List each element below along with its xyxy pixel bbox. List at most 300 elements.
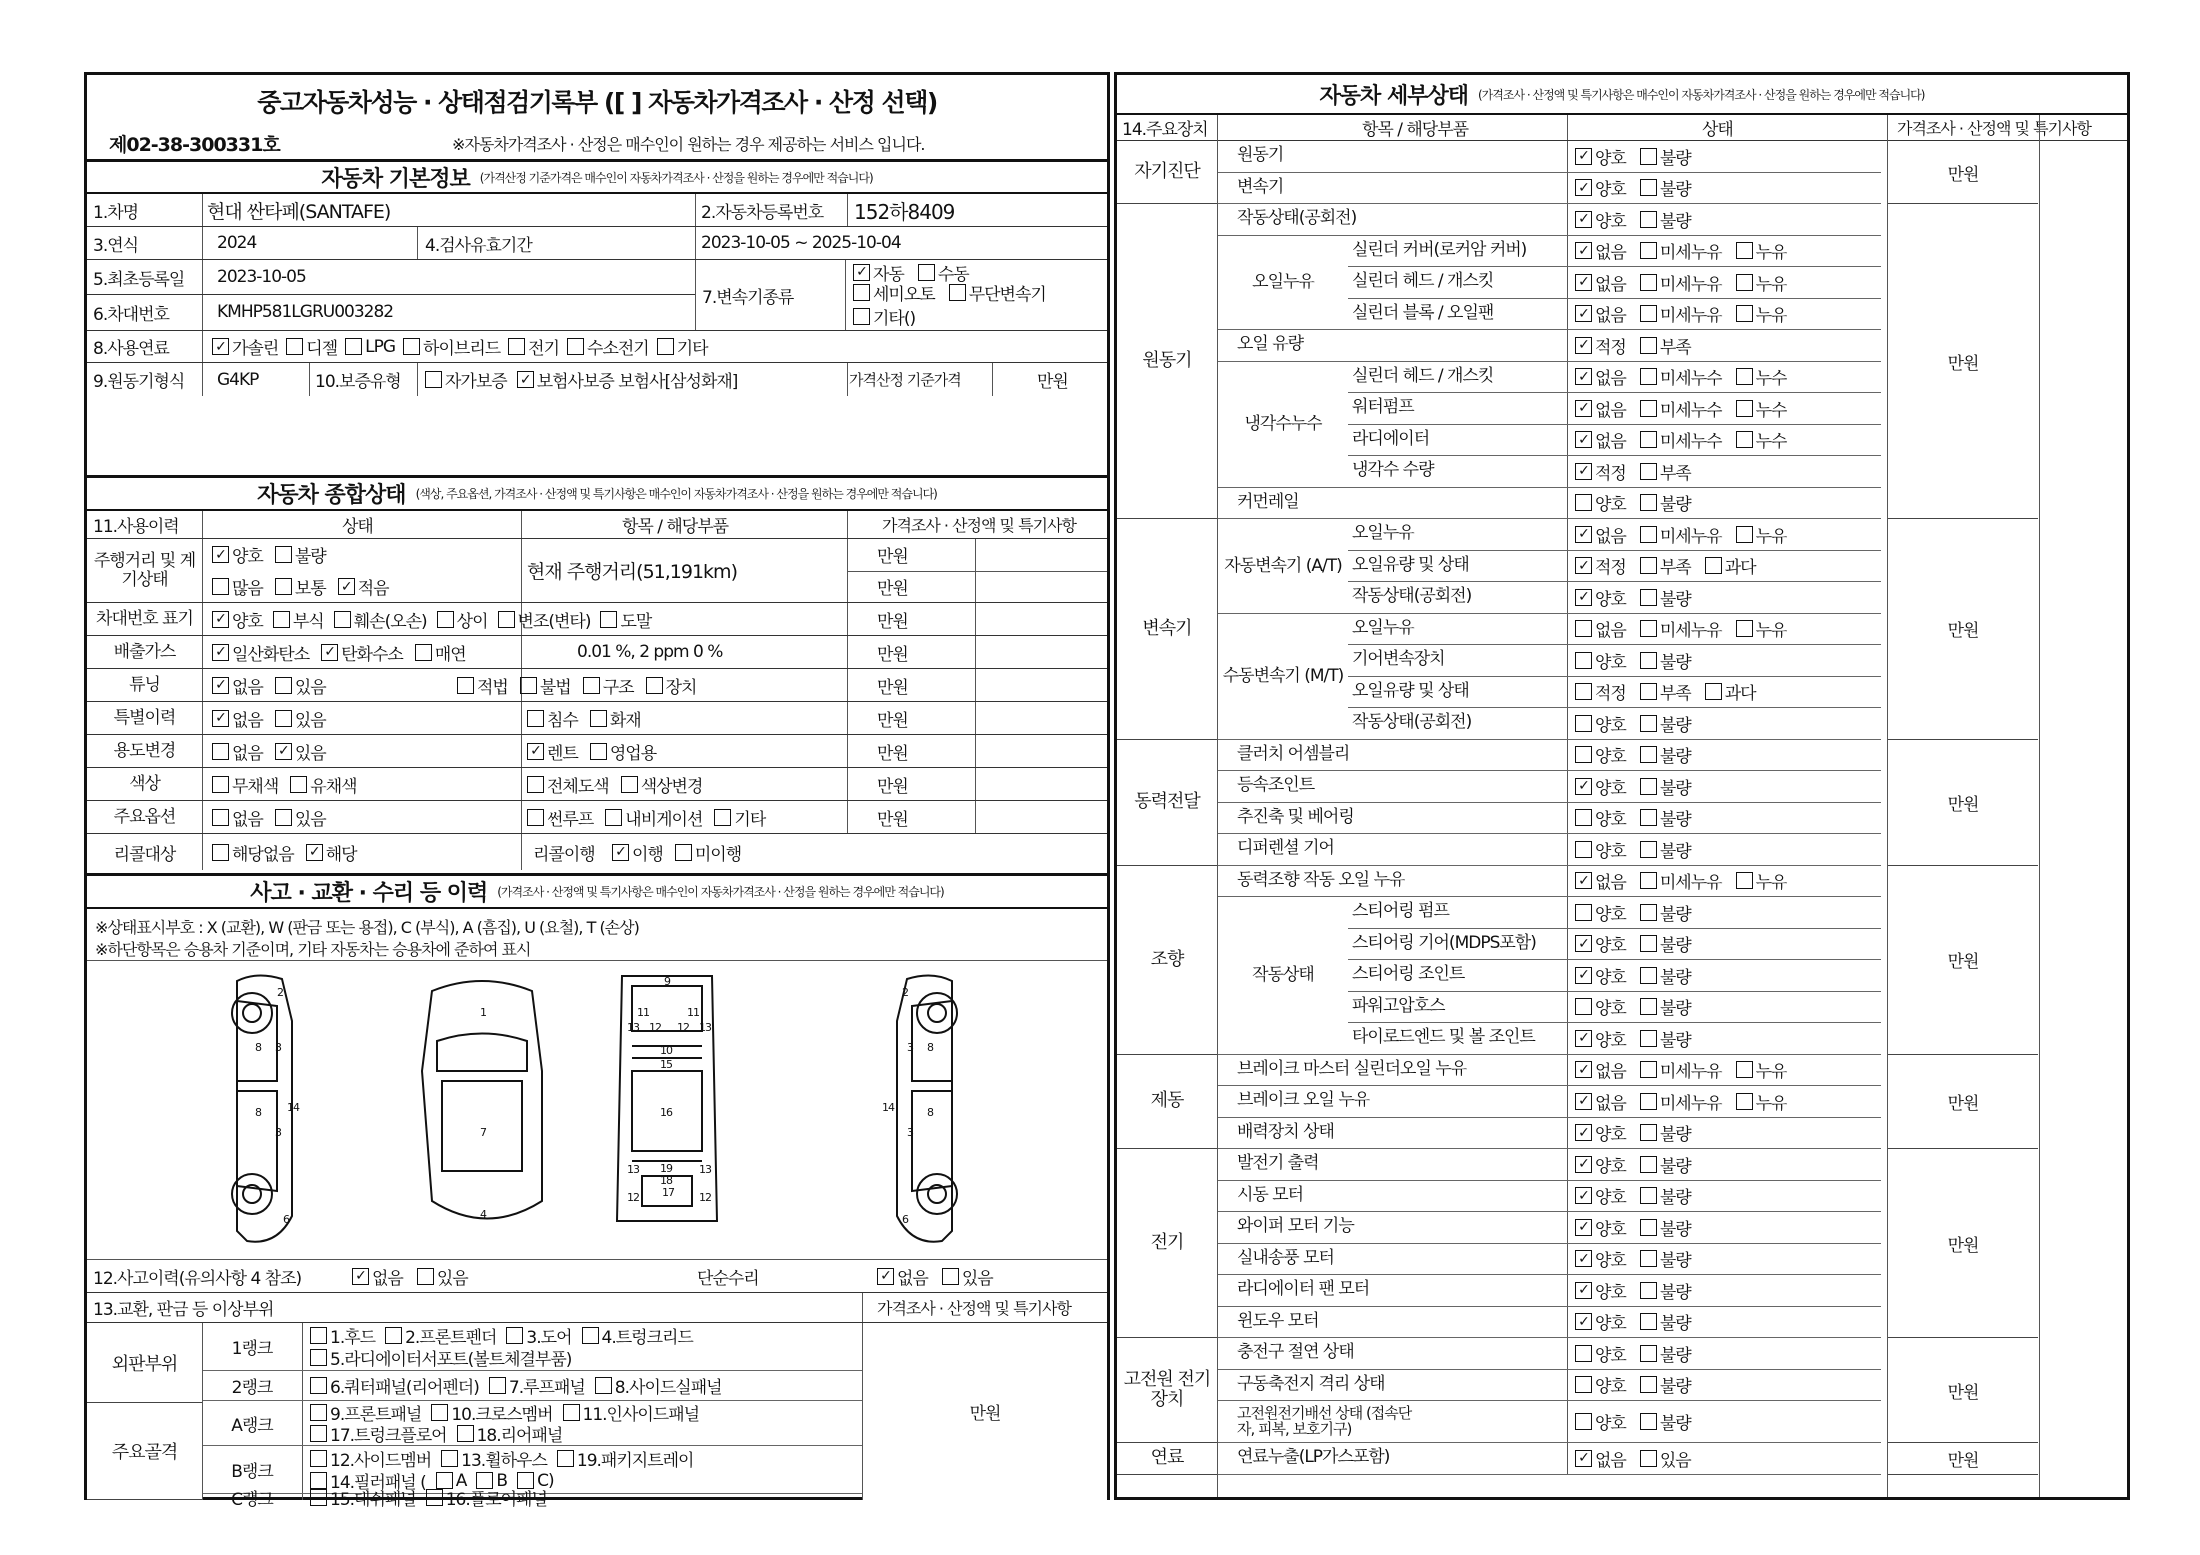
checkbox-option[interactable] xyxy=(1640,1215,1691,1240)
checkbox[interactable] xyxy=(1640,904,1657,921)
checkbox[interactable] xyxy=(527,743,544,760)
checkbox-option[interactable] xyxy=(1575,522,1626,547)
checkbox[interactable] xyxy=(1575,1376,1592,1393)
checkbox[interactable] xyxy=(310,1349,327,1366)
checkbox[interactable] xyxy=(306,844,323,861)
checkbox-option[interactable] xyxy=(1640,900,1691,925)
checkbox-option[interactable] xyxy=(612,840,663,865)
checkbox-option[interactable] xyxy=(1640,1372,1691,1397)
checkbox[interactable] xyxy=(1575,305,1592,322)
checkbox[interactable] xyxy=(1575,715,1592,732)
checkbox-option[interactable] xyxy=(1575,1409,1626,1434)
checkbox-option[interactable] xyxy=(1575,742,1626,767)
checkbox[interactable] xyxy=(1575,179,1592,196)
checkbox-option[interactable] xyxy=(1575,711,1626,736)
checkbox-option[interactable] xyxy=(1640,144,1691,169)
checkbox[interactable] xyxy=(1575,1313,1592,1330)
checkbox[interactable] xyxy=(385,1327,402,1344)
checkbox[interactable] xyxy=(1575,1156,1592,1173)
checkbox[interactable] xyxy=(1640,652,1657,669)
checkbox[interactable] xyxy=(212,844,229,861)
checkbox[interactable] xyxy=(1640,179,1657,196)
checkbox-option[interactable] xyxy=(1640,1278,1691,1303)
checkbox-option[interactable] xyxy=(1575,648,1626,673)
checkbox-option[interactable] xyxy=(583,673,634,698)
checkbox[interactable] xyxy=(1575,242,1592,259)
checkbox[interactable] xyxy=(1640,1030,1657,1047)
checkbox-option[interactable] xyxy=(1640,1089,1722,1114)
checkbox[interactable] xyxy=(1736,242,1753,259)
checkbox[interactable] xyxy=(1575,778,1592,795)
checkbox-option[interactable] xyxy=(1575,1215,1626,1240)
checkbox-option[interactable] xyxy=(1640,301,1722,326)
checkbox[interactable] xyxy=(1640,809,1657,826)
checkbox-option[interactable] xyxy=(457,673,508,698)
checkbox-option[interactable] xyxy=(714,805,765,830)
checkbox-option[interactable] xyxy=(338,574,389,599)
checkbox[interactable] xyxy=(517,371,534,388)
checkbox-option[interactable] xyxy=(1640,931,1691,956)
checkbox-option[interactable] xyxy=(1640,963,1691,988)
checkbox-option[interactable] xyxy=(1640,459,1691,484)
checkbox[interactable] xyxy=(1640,872,1657,889)
checkbox-option[interactable] xyxy=(1640,1152,1691,1177)
checkbox[interactable] xyxy=(1575,1219,1592,1236)
checkbox[interactable] xyxy=(1640,746,1657,763)
checkbox-option[interactable] xyxy=(1736,427,1787,452)
checkbox[interactable] xyxy=(590,710,607,727)
checkbox-option[interactable] xyxy=(1736,1057,1787,1082)
checkbox[interactable] xyxy=(1575,274,1592,291)
checkbox[interactable] xyxy=(273,611,290,628)
checkbox[interactable] xyxy=(275,710,292,727)
checkbox-option[interactable] xyxy=(1736,364,1787,389)
checkbox[interactable] xyxy=(1640,1282,1657,1299)
checkbox[interactable] xyxy=(506,1327,523,1344)
checkbox[interactable] xyxy=(1640,337,1657,354)
checkbox-option[interactable] xyxy=(1575,553,1626,578)
checkbox-option[interactable] xyxy=(1736,522,1787,547)
checkbox[interactable] xyxy=(1575,1093,1592,1110)
checkbox-option[interactable] xyxy=(1640,553,1691,578)
checkbox[interactable] xyxy=(1575,1030,1592,1047)
checkbox-option[interactable] xyxy=(1736,396,1787,421)
checkbox-option[interactable] xyxy=(1640,711,1691,736)
checkbox-option[interactable] xyxy=(527,739,578,764)
checkbox[interactable] xyxy=(590,743,607,760)
checkbox[interactable] xyxy=(646,677,663,694)
checkbox[interactable] xyxy=(1575,935,1592,952)
checkbox-option[interactable] xyxy=(1640,1246,1691,1271)
checkbox-option[interactable] xyxy=(1575,1152,1626,1177)
checkbox[interactable] xyxy=(275,743,292,760)
checkbox[interactable] xyxy=(212,743,229,760)
checkbox-option[interactable] xyxy=(1736,868,1787,893)
checkbox-option[interactable] xyxy=(212,673,263,698)
checkbox[interactable] xyxy=(1575,1061,1592,1078)
checkbox-option[interactable] xyxy=(1575,144,1626,169)
checkbox-option[interactable] xyxy=(1575,238,1626,263)
checkbox[interactable] xyxy=(583,677,600,694)
checkbox[interactable] xyxy=(1575,1250,1592,1267)
checkbox[interactable] xyxy=(1575,620,1592,637)
checkbox-option[interactable] xyxy=(321,640,403,665)
checkbox-option[interactable] xyxy=(212,706,263,731)
checkbox[interactable] xyxy=(877,1268,894,1285)
checkbox-option[interactable] xyxy=(527,772,609,797)
checkbox[interactable] xyxy=(657,338,674,355)
checkbox[interactable] xyxy=(1736,620,1753,637)
checkbox-option[interactable] xyxy=(352,1264,403,1289)
checkbox[interactable] xyxy=(1575,746,1592,763)
checkbox[interactable] xyxy=(1736,368,1753,385)
checkbox[interactable] xyxy=(1640,1156,1657,1173)
checkbox-option[interactable] xyxy=(1640,837,1691,862)
checkbox-option[interactable] xyxy=(1575,1120,1626,1145)
checkbox[interactable] xyxy=(1640,274,1657,291)
checkbox-option[interactable] xyxy=(595,1373,722,1398)
checkbox-option[interactable] xyxy=(1640,742,1691,767)
checkbox[interactable] xyxy=(1736,431,1753,448)
checkbox[interactable] xyxy=(1640,431,1657,448)
checkbox[interactable] xyxy=(1640,715,1657,732)
checkbox[interactable] xyxy=(212,611,229,628)
checkbox[interactable] xyxy=(527,710,544,727)
checkbox[interactable] xyxy=(1640,683,1657,700)
checkbox-option[interactable] xyxy=(1640,1409,1691,1434)
checkbox[interactable] xyxy=(310,1489,327,1506)
checkbox-option[interactable] xyxy=(1575,333,1626,358)
checkbox-option[interactable] xyxy=(212,739,263,764)
checkbox-option[interactable] xyxy=(426,1485,547,1510)
checkbox[interactable] xyxy=(1575,1345,1592,1362)
checkbox[interactable] xyxy=(1640,1093,1657,1110)
checkbox[interactable] xyxy=(1640,1450,1657,1467)
checkbox-option[interactable] xyxy=(1640,270,1722,295)
checkbox[interactable] xyxy=(1736,274,1753,291)
checkbox[interactable] xyxy=(212,809,229,826)
checkbox-option[interactable] xyxy=(489,1373,585,1398)
checkbox[interactable] xyxy=(1575,1282,1592,1299)
checkbox[interactable] xyxy=(1640,557,1657,574)
checkbox-option[interactable] xyxy=(657,334,708,359)
checkbox[interactable] xyxy=(1640,463,1657,480)
checkbox[interactable] xyxy=(334,611,351,628)
checkbox[interactable] xyxy=(1575,431,1592,448)
checkbox-option[interactable] xyxy=(949,280,1046,305)
checkbox-option[interactable] xyxy=(275,574,326,599)
checkbox[interactable] xyxy=(1575,526,1592,543)
checkbox-option[interactable] xyxy=(600,607,651,632)
checkbox[interactable] xyxy=(345,338,362,355)
checkbox-option[interactable] xyxy=(1705,679,1756,704)
checkbox[interactable] xyxy=(431,1404,448,1421)
checkbox[interactable] xyxy=(527,776,544,793)
checkbox[interactable] xyxy=(1575,148,1592,165)
checkbox-option[interactable] xyxy=(942,1264,993,1289)
checkbox-option[interactable] xyxy=(275,673,326,698)
checkbox-option[interactable] xyxy=(1575,459,1626,484)
checkbox[interactable] xyxy=(1640,1376,1657,1393)
checkbox-option[interactable] xyxy=(1575,1026,1626,1051)
checkbox[interactable] xyxy=(212,338,229,355)
checkbox[interactable] xyxy=(321,644,338,661)
checkbox-option[interactable] xyxy=(590,706,641,731)
checkbox[interactable] xyxy=(425,371,442,388)
checkbox-option[interactable] xyxy=(582,1323,693,1348)
checkbox[interactable] xyxy=(1736,1061,1753,1078)
checkbox-option[interactable] xyxy=(1736,238,1787,263)
checkbox[interactable] xyxy=(557,1450,574,1467)
checkbox-option[interactable] xyxy=(1736,616,1787,641)
checkbox[interactable] xyxy=(1705,683,1722,700)
checkbox[interactable] xyxy=(1640,778,1657,795)
checkbox-option[interactable] xyxy=(1640,522,1722,547)
checkbox-option[interactable] xyxy=(1640,396,1722,421)
checkbox[interactable] xyxy=(310,1425,327,1442)
checkbox[interactable] xyxy=(489,1377,506,1394)
checkbox-option[interactable] xyxy=(527,706,578,731)
checkbox-option[interactable] xyxy=(273,607,324,632)
checkbox[interactable] xyxy=(1575,872,1592,889)
checkbox[interactable] xyxy=(212,776,229,793)
checkbox-option[interactable] xyxy=(1640,364,1722,389)
checkbox[interactable] xyxy=(310,1377,327,1394)
checkbox-option[interactable] xyxy=(212,607,263,632)
checkbox[interactable] xyxy=(1575,337,1592,354)
checkbox[interactable] xyxy=(1575,841,1592,858)
checkbox-option[interactable] xyxy=(403,334,500,359)
checkbox-option[interactable] xyxy=(212,640,309,665)
checkbox[interactable] xyxy=(1640,967,1657,984)
checkbox[interactable] xyxy=(1575,809,1592,826)
checkbox[interactable] xyxy=(714,809,731,826)
checkbox[interactable] xyxy=(1736,526,1753,543)
checkbox-option[interactable] xyxy=(425,367,507,392)
checkbox-option[interactable] xyxy=(1575,396,1626,421)
checkbox-option[interactable] xyxy=(1736,270,1787,295)
checkbox-option[interactable] xyxy=(517,367,738,392)
checkbox-option[interactable] xyxy=(1640,994,1691,1019)
checkbox[interactable] xyxy=(1705,557,1722,574)
checkbox-option[interactable] xyxy=(1575,490,1626,515)
checkbox[interactable] xyxy=(457,1425,474,1442)
checkbox[interactable] xyxy=(508,338,525,355)
checkbox-option[interactable] xyxy=(1575,1341,1626,1366)
checkbox-option[interactable] xyxy=(275,739,326,764)
checkbox-option[interactable] xyxy=(1640,1341,1691,1366)
checkbox-option[interactable] xyxy=(212,805,263,830)
checkbox-option[interactable] xyxy=(1575,1446,1626,1471)
checkbox-option[interactable] xyxy=(306,840,357,865)
checkbox-option[interactable] xyxy=(345,337,395,357)
checkbox[interactable] xyxy=(1575,1187,1592,1204)
checkbox[interactable] xyxy=(1640,148,1657,165)
checkbox[interactable] xyxy=(1575,494,1592,511)
checkbox-option[interactable] xyxy=(1705,553,1756,578)
checkbox-option[interactable] xyxy=(1575,1089,1626,1114)
checkbox-option[interactable] xyxy=(334,607,427,632)
checkbox[interactable] xyxy=(595,1377,612,1394)
checkbox[interactable] xyxy=(1640,998,1657,1015)
checkbox-option[interactable] xyxy=(605,805,702,830)
checkbox-option[interactable] xyxy=(1640,1446,1691,1471)
checkbox-option[interactable] xyxy=(275,542,326,567)
checkbox-option[interactable] xyxy=(1575,427,1626,452)
checkbox[interactable] xyxy=(275,809,292,826)
checkbox[interactable] xyxy=(498,611,515,628)
checkbox[interactable] xyxy=(441,1450,458,1467)
checkbox-option[interactable] xyxy=(1575,774,1626,799)
checkbox[interactable] xyxy=(1640,211,1657,228)
checkbox[interactable] xyxy=(310,1327,327,1344)
checkbox[interactable] xyxy=(1575,1413,1592,1430)
checkbox-option[interactable] xyxy=(1575,364,1626,389)
checkbox[interactable] xyxy=(1640,935,1657,952)
checkbox-option[interactable] xyxy=(1640,207,1691,232)
checkbox-option[interactable] xyxy=(1575,963,1626,988)
checkbox[interactable] xyxy=(1640,1345,1657,1362)
checkbox-option[interactable] xyxy=(212,840,294,865)
checkbox-option[interactable] xyxy=(877,1264,928,1289)
checkbox-option[interactable] xyxy=(1575,1246,1626,1271)
checkbox[interactable] xyxy=(942,1268,959,1285)
checkbox-option[interactable] xyxy=(212,334,278,359)
checkbox[interactable] xyxy=(310,1404,327,1421)
checkbox[interactable] xyxy=(1640,368,1657,385)
checkbox-option[interactable] xyxy=(1640,1057,1722,1082)
checkbox-option[interactable] xyxy=(590,739,656,764)
checkbox-option[interactable] xyxy=(527,805,593,830)
checkbox-option[interactable] xyxy=(212,574,263,599)
checkbox[interactable] xyxy=(567,338,584,355)
checkbox-option[interactable] xyxy=(1575,1278,1626,1303)
checkbox[interactable] xyxy=(426,1489,443,1506)
checkbox-option[interactable] xyxy=(508,334,559,359)
checkbox-option[interactable] xyxy=(1640,805,1691,830)
checkbox[interactable] xyxy=(212,710,229,727)
checkbox-option[interactable] xyxy=(1575,805,1626,830)
checkbox-option[interactable] xyxy=(1640,648,1691,673)
checkbox[interactable] xyxy=(290,776,307,793)
checkbox-option[interactable] xyxy=(437,607,488,632)
checkbox[interactable] xyxy=(212,677,229,694)
checkbox-option[interactable] xyxy=(646,673,697,698)
checkbox-option[interactable] xyxy=(1736,1089,1787,1114)
checkbox-option[interactable] xyxy=(286,334,337,359)
checkbox[interactable] xyxy=(1640,400,1657,417)
checkbox[interactable] xyxy=(1736,872,1753,889)
checkbox[interactable] xyxy=(275,578,292,595)
checkbox[interactable] xyxy=(415,644,432,661)
checkbox-option[interactable] xyxy=(1575,270,1626,295)
checkbox-option[interactable] xyxy=(290,772,356,797)
checkbox-option[interactable] xyxy=(1640,616,1722,641)
checkbox[interactable] xyxy=(1640,1413,1657,1430)
checkbox-option[interactable] xyxy=(1575,994,1626,1019)
checkbox[interactable] xyxy=(1640,1219,1657,1236)
checkbox[interactable] xyxy=(1575,400,1592,417)
checkbox[interactable] xyxy=(1575,683,1592,700)
checkbox-option[interactable] xyxy=(621,772,703,797)
checkbox-option[interactable] xyxy=(1575,868,1626,893)
checkbox[interactable] xyxy=(1640,1313,1657,1330)
checkbox-option[interactable] xyxy=(1736,301,1787,326)
checkbox[interactable] xyxy=(853,308,870,325)
checkbox[interactable] xyxy=(1575,998,1592,1015)
checkbox[interactable] xyxy=(949,284,966,301)
checkbox[interactable] xyxy=(563,1404,580,1421)
checkbox[interactable] xyxy=(212,578,229,595)
checkbox-option[interactable] xyxy=(557,1446,694,1471)
checkbox[interactable] xyxy=(338,578,355,595)
checkbox-option[interactable] xyxy=(1575,837,1626,862)
checkbox[interactable] xyxy=(310,1450,327,1467)
checkbox[interactable] xyxy=(1736,400,1753,417)
checkbox[interactable] xyxy=(457,677,474,694)
checkbox-option[interactable] xyxy=(1640,333,1691,358)
checkbox-option[interactable] xyxy=(441,1446,547,1471)
checkbox[interactable] xyxy=(1736,1093,1753,1110)
checkbox-option[interactable] xyxy=(1640,868,1722,893)
checkbox-option[interactable] xyxy=(310,1421,447,1446)
checkbox-option[interactable] xyxy=(417,1264,468,1289)
checkbox[interactable] xyxy=(520,677,537,694)
checkbox-option[interactable] xyxy=(1575,1309,1626,1334)
checkbox-option[interactable] xyxy=(498,607,591,632)
checkbox-option[interactable] xyxy=(310,1485,416,1510)
checkbox-option[interactable] xyxy=(457,1421,563,1446)
checkbox-option[interactable] xyxy=(1575,1372,1626,1397)
checkbox[interactable] xyxy=(1640,305,1657,322)
checkbox-option[interactable] xyxy=(520,673,571,698)
checkbox[interactable] xyxy=(352,1268,369,1285)
checkbox[interactable] xyxy=(286,338,303,355)
checkbox[interactable] xyxy=(212,546,229,563)
checkbox-option[interactable] xyxy=(275,706,326,731)
checkbox-option[interactable] xyxy=(1575,900,1626,925)
checkbox-option[interactable] xyxy=(310,1373,479,1398)
checkbox-option[interactable] xyxy=(1640,585,1691,610)
checkbox[interactable] xyxy=(605,809,622,826)
checkbox[interactable] xyxy=(437,611,454,628)
checkbox-option[interactable] xyxy=(1575,1183,1626,1208)
checkbox-option[interactable] xyxy=(1575,301,1626,326)
checkbox[interactable] xyxy=(1640,589,1657,606)
checkbox[interactable] xyxy=(1640,1061,1657,1078)
checkbox[interactable] xyxy=(1575,211,1592,228)
checkbox-option[interactable] xyxy=(1575,585,1626,610)
checkbox[interactable] xyxy=(212,644,229,661)
checkbox[interactable] xyxy=(612,844,629,861)
checkbox[interactable] xyxy=(1640,841,1657,858)
checkbox-option[interactable] xyxy=(853,280,935,305)
checkbox[interactable] xyxy=(1575,967,1592,984)
checkbox[interactable] xyxy=(403,338,420,355)
checkbox-option[interactable] xyxy=(212,542,263,567)
checkbox[interactable] xyxy=(275,677,292,694)
checkbox[interactable] xyxy=(1640,242,1657,259)
checkbox-option[interactable] xyxy=(1640,490,1691,515)
checkbox-option[interactable] xyxy=(1640,427,1722,452)
checkbox[interactable] xyxy=(1640,1187,1657,1204)
checkbox-option[interactable] xyxy=(1640,238,1722,263)
checkbox[interactable] xyxy=(1736,305,1753,322)
checkbox-option[interactable] xyxy=(563,1400,700,1425)
checkbox-option[interactable] xyxy=(567,334,649,359)
checkbox-option[interactable] xyxy=(1575,616,1626,641)
checkbox[interactable] xyxy=(1575,463,1592,480)
